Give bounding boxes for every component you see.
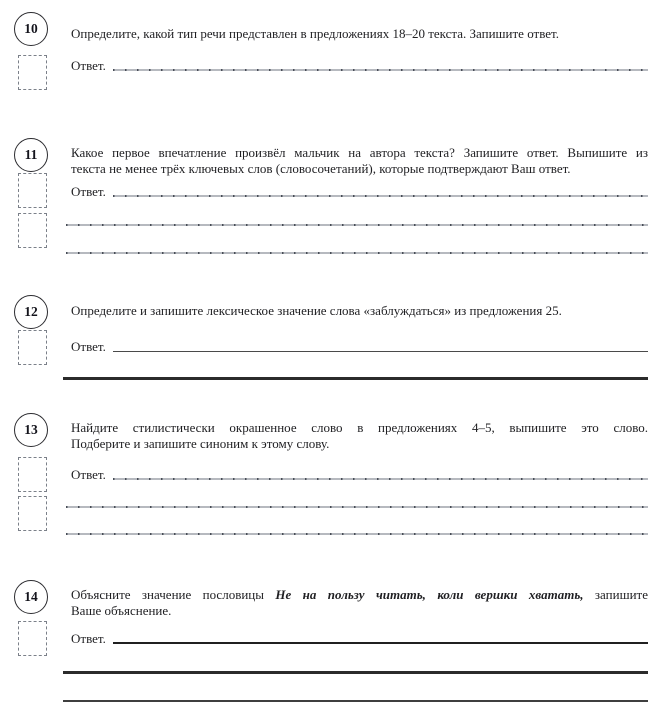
question-number-badge (14, 580, 48, 614)
answer-label: Ответ. (71, 184, 106, 199)
score-checkbox[interactable] (18, 55, 47, 90)
answer-row (71, 58, 648, 73)
question-number-badge (14, 295, 48, 329)
question-text (71, 26, 648, 42)
question-text-line: Найдите стилистически окрашенное слово в предложениях 4–5, выпишите это слово. (71, 420, 648, 435)
answer-label: Ответ. (71, 631, 106, 646)
answer-line[interactable] (113, 478, 648, 480)
answer-line[interactable] (113, 195, 648, 197)
question-number: 10 (24, 21, 38, 36)
score-checkbox[interactable] (18, 173, 47, 208)
question-block-10 (0, 10, 659, 125)
question-text-line: Определите, какой тип речи представлен в предложениях 18–20 текста. Запишите ответ. (71, 26, 560, 41)
question-text-line: Какое первое впечатление произвёл мальчик на автора текста? Запишите ответ. Выпишите из (71, 145, 648, 160)
question-text (71, 587, 648, 618)
answer-row (71, 184, 648, 199)
proverb-emphasis: Не на пользу читать, коли вершки хватать, (275, 587, 584, 602)
answer-row (71, 339, 648, 354)
score-checkbox[interactable] (18, 457, 47, 492)
question-text-suffix: запишите (583, 587, 648, 602)
answer-line[interactable] (63, 700, 648, 702)
answer-line[interactable] (66, 533, 648, 535)
question-text (71, 145, 648, 176)
score-checkbox[interactable] (18, 496, 47, 531)
score-checkbox[interactable] (18, 621, 47, 656)
question-number: 12 (24, 304, 38, 319)
answer-line[interactable] (113, 69, 648, 71)
question-text-line: Ваше объяснение. (71, 602, 172, 618)
score-checkbox[interactable] (18, 213, 47, 248)
question-number-badge (14, 138, 48, 172)
question-number-badge (14, 12, 48, 46)
question-text (71, 303, 648, 319)
question-text-line: Определите и запишите лексическое значение слова «заблуждаться» из предложения 25. (71, 303, 562, 318)
question-block-13 (0, 410, 659, 555)
answer-row (71, 631, 648, 646)
question-text-line: текста не менее трёх ключевых слов (словосочетаний), которые подтверждают Ваш ответ. (71, 160, 571, 176)
answer-line[interactable] (63, 377, 648, 380)
answer-label: Ответ. (71, 467, 106, 482)
answer-line[interactable] (113, 351, 648, 352)
question-number-badge (14, 413, 48, 447)
answer-row (71, 467, 648, 482)
score-checkbox[interactable] (18, 330, 47, 365)
answer-label: Ответ. (71, 58, 106, 73)
question-block-12 (0, 292, 659, 402)
answer-line[interactable] (66, 252, 648, 254)
question-block-11 (0, 135, 659, 280)
question-block-14 (0, 578, 659, 722)
question-number: 14 (24, 589, 38, 604)
answer-line[interactable] (113, 642, 648, 644)
answer-line[interactable] (66, 506, 648, 508)
question-text-prefix: Объясните значение пословицы (71, 587, 276, 602)
answer-line[interactable] (66, 224, 648, 226)
answer-line[interactable] (63, 671, 648, 674)
question-text (71, 420, 648, 451)
question-text-line: Подберите и запишите синоним к этому слову. (71, 435, 330, 451)
question-number: 11 (24, 147, 38, 162)
answer-label: Ответ. (71, 339, 106, 354)
question-text-line (71, 587, 648, 603)
question-number: 13 (24, 422, 38, 437)
